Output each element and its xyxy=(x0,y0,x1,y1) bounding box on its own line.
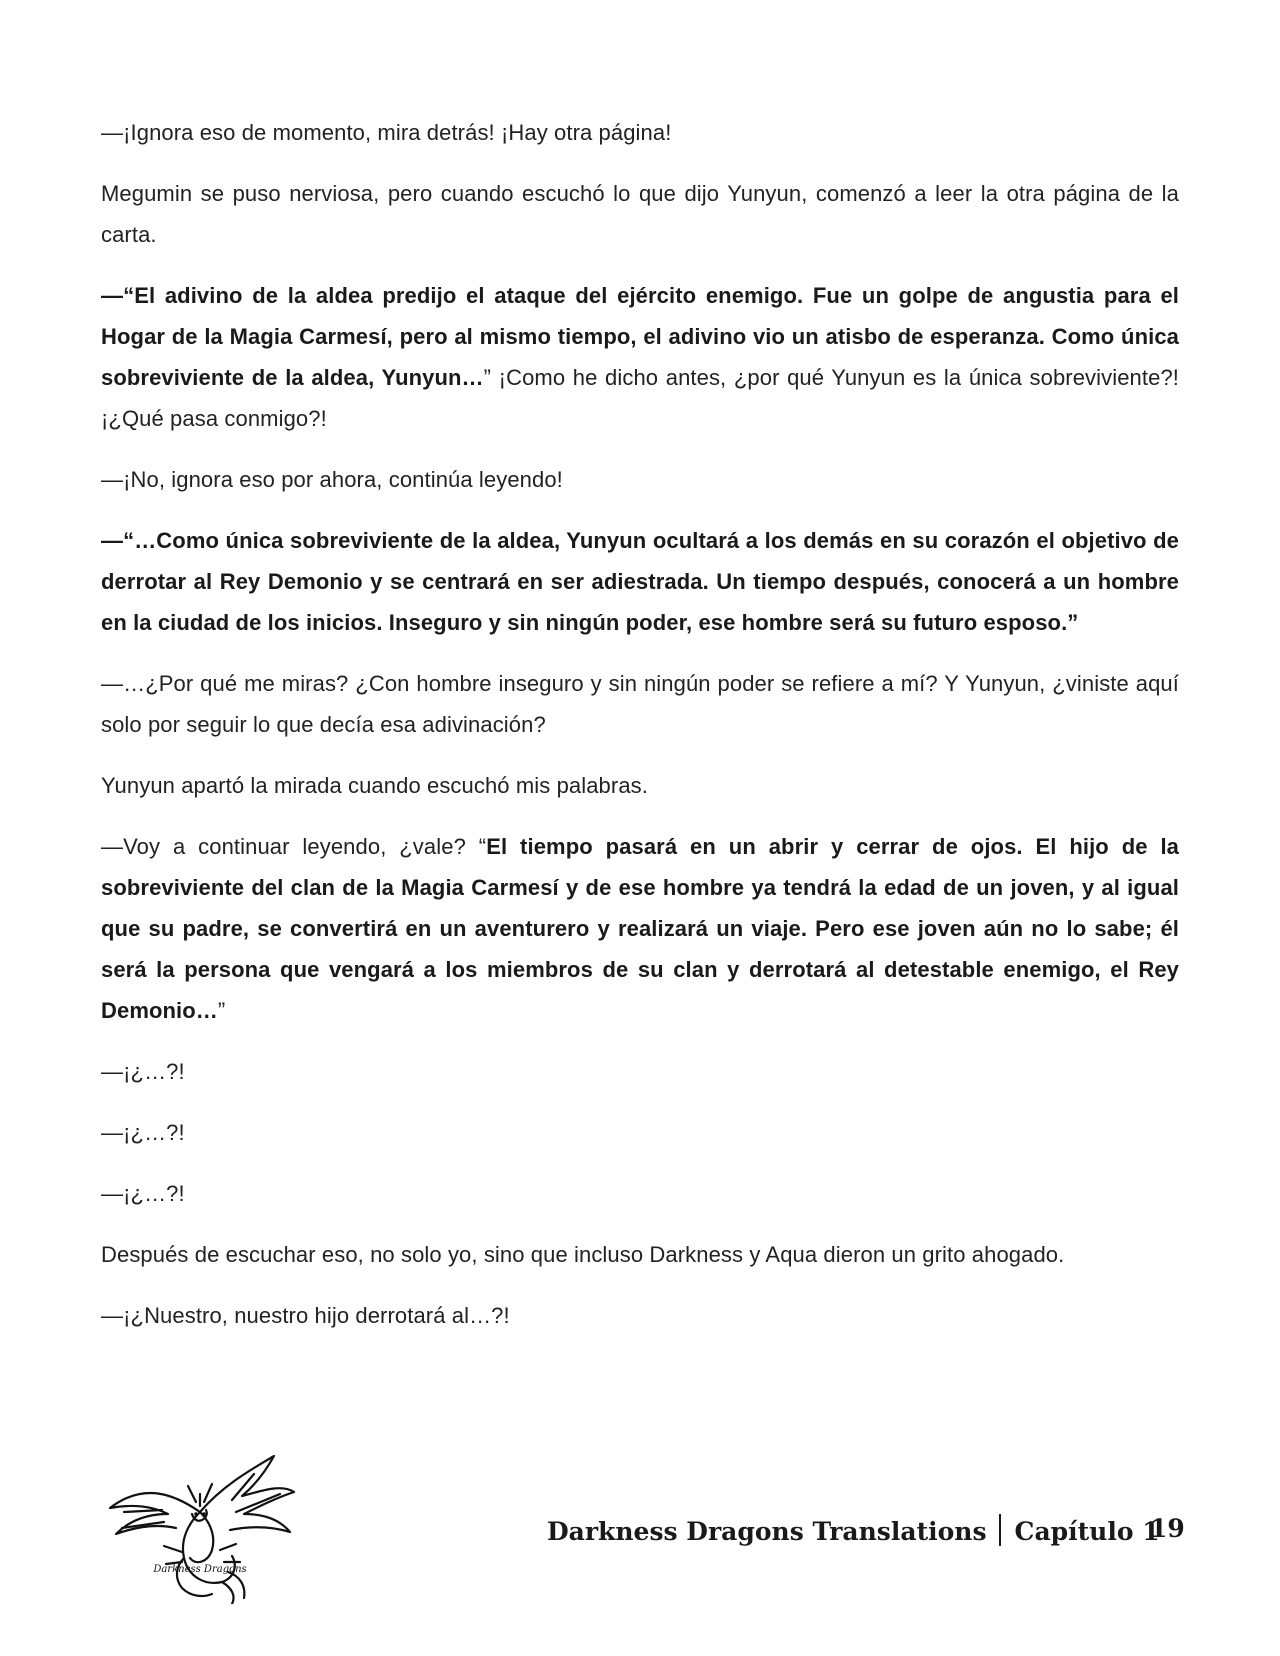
text-segment: —…¿Por qué me miras? ¿Con hombre inseguro y sin ningún poder se refiere a mí? Y Yunyun, ¿viniste aquí solo por seguir lo que decía esa adivinación? xyxy=(101,671,1179,737)
footer-credit-text: Darkness Dragons Translations xyxy=(547,1517,987,1546)
text-segment: —¡¿…?! xyxy=(101,1120,185,1145)
paragraph xyxy=(101,765,1179,806)
footer-chapter: Capítulo 1 xyxy=(1014,1517,1160,1546)
paragraph xyxy=(101,1295,1179,1336)
dragon-logo-icon xyxy=(104,1454,296,1604)
bold-text-segment: —“El adivino de la aldea predijo el ataque del ejército enemigo. Fue un golpe de angustia para el Hogar de la Magia Carmesí, pero al mismo tiempo, el adivino vio un atisbo de esperanza. Como única sobreviviente de la aldea, Yunyun… xyxy=(101,283,1179,390)
page-number: 19 xyxy=(1150,1514,1185,1543)
paragraph xyxy=(101,1234,1179,1275)
text-segment: —Voy a continuar leyendo, ¿vale? “ xyxy=(101,834,487,859)
text-segment: Megumin se puso nerviosa, pero cuando escuchó lo que dijo Yunyun, comenzó a leer la otra página de la carta. xyxy=(101,181,1179,247)
paragraph xyxy=(101,663,1179,745)
text-segment: —¡No, ignora eso por ahora, continúa leyendo! xyxy=(101,467,563,492)
text-segment: Después de escuchar eso, no solo yo, sino que incluso Darkness y Aqua dieron un grito ahogado. xyxy=(101,1242,1065,1267)
bold-text-segment: El tiempo pasará en un abrir y cerrar de ojos. El hijo de la sobreviviente del clan de la Magia Carmesí y de ese hombre ya tendrá la edad de un joven, y al igual que su padre, se convertirá en un aventurero y realizará un viaje. Pero ese joven aún no lo sabe; él será la persona que vengará a los miembros de su clan y derrotará al detestable enemigo, el Rey Demonio… xyxy=(101,834,1179,1023)
page-body xyxy=(101,112,1179,1356)
page-footer xyxy=(0,1450,1280,1610)
footer-separator xyxy=(999,1514,1001,1546)
text-segment: —¡¿…?! xyxy=(101,1181,185,1206)
footer-credit xyxy=(547,1514,1160,1546)
paragraph xyxy=(101,1051,1179,1092)
bold-text-segment: —“…Como única sobreviviente de la aldea, Yunyun ocultará a los demás en su corazón el objetivo de derrotar al Rey Demonio y se centrará en ser adiestrada. Un tiempo después, conocerá a un hombre en la ciudad de los inicios. Inseguro y sin ningún poder, ese hombre será su futuro esposo.” xyxy=(101,528,1179,635)
paragraph xyxy=(101,1112,1179,1153)
text-segment: Yunyun apartó la mirada cuando escuchó mis palabras. xyxy=(101,773,648,798)
text-segment: —¡Ignora eso de momento, mira detrás! ¡Hay otra página! xyxy=(101,120,672,145)
paragraph xyxy=(101,459,1179,500)
paragraph xyxy=(101,826,1179,1031)
paragraph xyxy=(101,112,1179,153)
paragraph xyxy=(101,1173,1179,1214)
text-segment: ” ¡Como he dicho antes, ¿por qué Yunyun es la única sobreviviente?! ¡¿Qué pasa conmigo?! xyxy=(101,365,1179,431)
text-segment: ” xyxy=(217,998,226,1023)
text-segment: —¡¿Nuestro, nuestro hijo derrotará al…?! xyxy=(101,1303,510,1328)
text-segment: —¡¿…?! xyxy=(101,1059,185,1084)
paragraph xyxy=(101,173,1179,255)
logo-text: Darkness Dragons xyxy=(153,1564,247,1575)
paragraph xyxy=(101,275,1179,439)
paragraph xyxy=(101,520,1179,643)
